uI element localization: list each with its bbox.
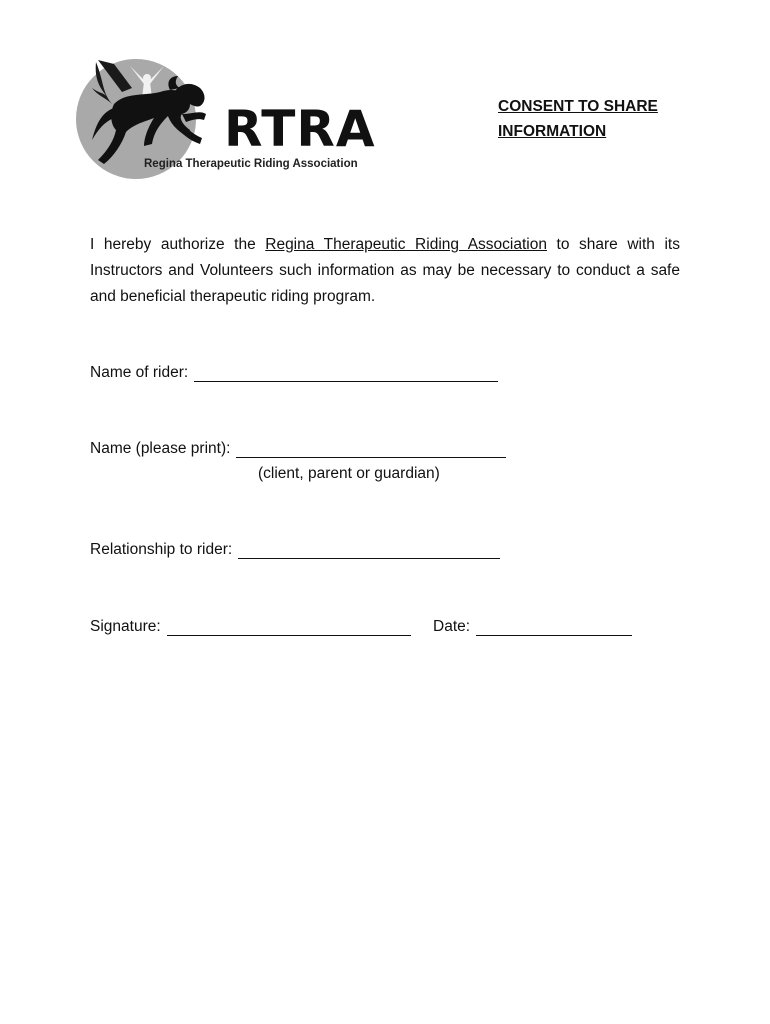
signature-line[interactable] <box>167 619 411 636</box>
organization-name: Regina Therapeutic Riding Association <box>265 236 547 253</box>
relationship-label: Relationship to rider: <box>90 541 233 558</box>
paragraph-suffix: to share with its Instructors and Volunteers such information as may be necessary to conduct a safe and beneficial therapeutic riding program. <box>90 236 680 305</box>
document-title <box>498 94 698 144</box>
relationship-field <box>90 541 500 559</box>
paragraph-prefix: I hereby authorize the <box>90 236 266 253</box>
title-line-2: INFORMATION <box>498 123 607 140</box>
rtra-logo <box>74 52 384 186</box>
title-line-1: CONSENT TO SHARE <box>498 98 658 115</box>
rider-name-line[interactable] <box>194 365 498 382</box>
authorization-paragraph <box>90 232 680 310</box>
signature-field <box>90 618 411 636</box>
date-label: Date: <box>433 618 471 635</box>
rider-name-field <box>90 364 498 382</box>
print-name-label: Name (please print): <box>90 440 231 457</box>
logo-acronym: RTRA <box>224 100 376 158</box>
signature-label: Signature: <box>90 618 161 635</box>
print-name-field <box>90 440 506 458</box>
logo-organization-name: Regina Therapeutic Riding Association <box>144 158 358 170</box>
date-field <box>433 618 632 636</box>
rider-name-label: Name of rider: <box>90 364 189 381</box>
date-line[interactable] <box>476 619 632 636</box>
relationship-line[interactable] <box>238 542 500 559</box>
print-name-line[interactable] <box>236 441 506 458</box>
print-name-hint: (client, parent or guardian) <box>258 465 440 482</box>
